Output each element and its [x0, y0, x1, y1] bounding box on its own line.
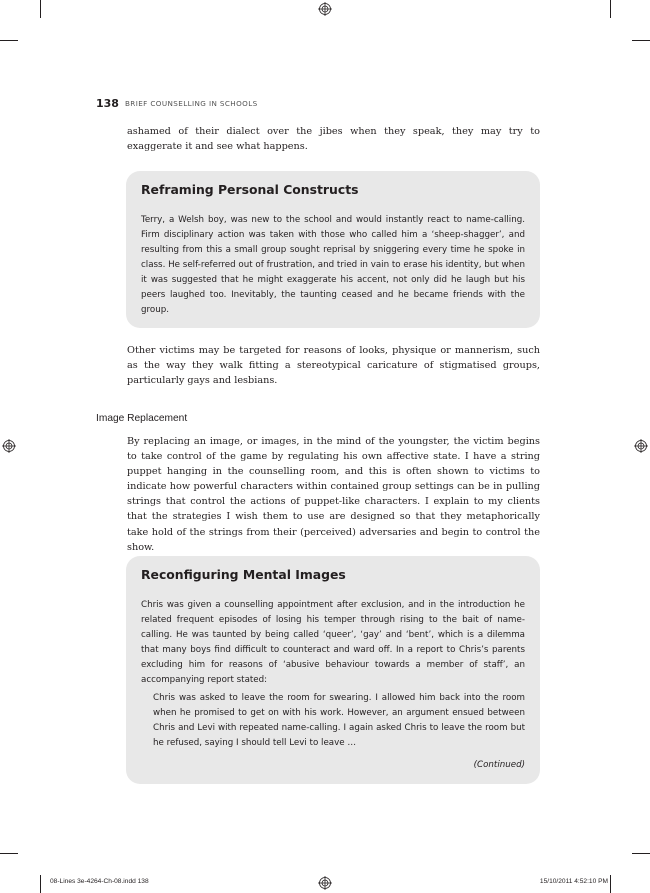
page-number: 138	[96, 97, 119, 110]
crop-mark	[0, 853, 18, 854]
registration-mark-icon	[318, 876, 332, 890]
registration-mark-icon	[2, 439, 16, 453]
intro-paragraph: ashamed of their dialect over the jibes when they speak, they may try to exaggerate it and see what happens.	[127, 126, 540, 153]
registration-mark-icon	[318, 2, 332, 16]
slug-file-info: 08-Lines 3e-4264-Ch-08.indd 138	[50, 878, 149, 885]
body-paragraph: Other victims may be targeted for reasons of looks, physique or mannerism, such as the way they walk fitting a stereotypical caricature of stigmatised groups, particularly gays and lesbians.	[127, 345, 540, 387]
crop-mark	[610, 875, 611, 893]
running-head	[96, 92, 258, 111]
slug-date: 15/10/2011 4:52:10 PM	[539, 878, 608, 885]
block-quote: Chris was asked to leave the room for swearing. I allowed him back into the room when he promised to get on with his work. However, an argument ensued between Chris and Levi with repeated name-calling. I again asked Chris to leave the room but he refused, saying I should tell Levi to leave …	[153, 693, 525, 748]
crop-mark	[0, 40, 18, 41]
case-study-box	[126, 556, 540, 784]
continued-label: (Continued)	[473, 760, 525, 770]
box-body: Terry, a Welsh boy, was new to the school and would instantly react to name-calling. Firm disciplinary action was taken with those who called him a ‘sheep-shagger’, and resulting from this a small group sought reprisal by sniggering every time he spoke in class. He self-referred out of frustration, and tried in vain to erase his identity, but when it was suggested that he might exaggerate his accent, not only did he laugh but his peers laughed too. Inevitably, the taunting ceased and he became friends with the group.	[141, 215, 525, 315]
crop-mark	[40, 0, 41, 18]
registration-mark-icon	[634, 439, 648, 453]
case-study-box	[126, 171, 540, 328]
crop-mark	[40, 875, 41, 893]
body-paragraph: By replacing an image, or images, in the mind of the youngster, the victim begins to take control of the game by regulating his own affective state. I have a string puppet hanging in the counselling room, and this is often shown to victims to indicate how powerful characters within contained group settings can be in pulling strings that control the actions of puppet-like characters. I explain to my clients that the strategies I wish them to use are designed so that they metaphorically take hold of the strings from their (perceived) adversaries and begin to control the show.	[127, 436, 540, 553]
book-title: BRIEF COUNSELLING IN SCHOOLS	[124, 99, 258, 108]
section-heading: Image Replacement	[96, 413, 188, 424]
crop-mark	[610, 0, 611, 18]
box-title: Reframing Personal Constructs	[141, 182, 359, 197]
box-title: Reconfiguring Mental Images	[141, 567, 346, 582]
crop-mark	[632, 853, 650, 854]
box-body: Chris was given a counselling appointment after exclusion, and in the introduction he related frequent episodes of losing his temper through rising to the bait of name-calling. He was taunted by being called ‘queer’, ‘gay’ and ‘bent’, which is a dilemma that many boys find difficult to counteract and ward off. In a report to Chris’s parents excluding him for reasons of ‘abusive behaviour towards a member of staff’, an accompanying report stated:	[141, 600, 525, 685]
crop-mark	[632, 40, 650, 41]
